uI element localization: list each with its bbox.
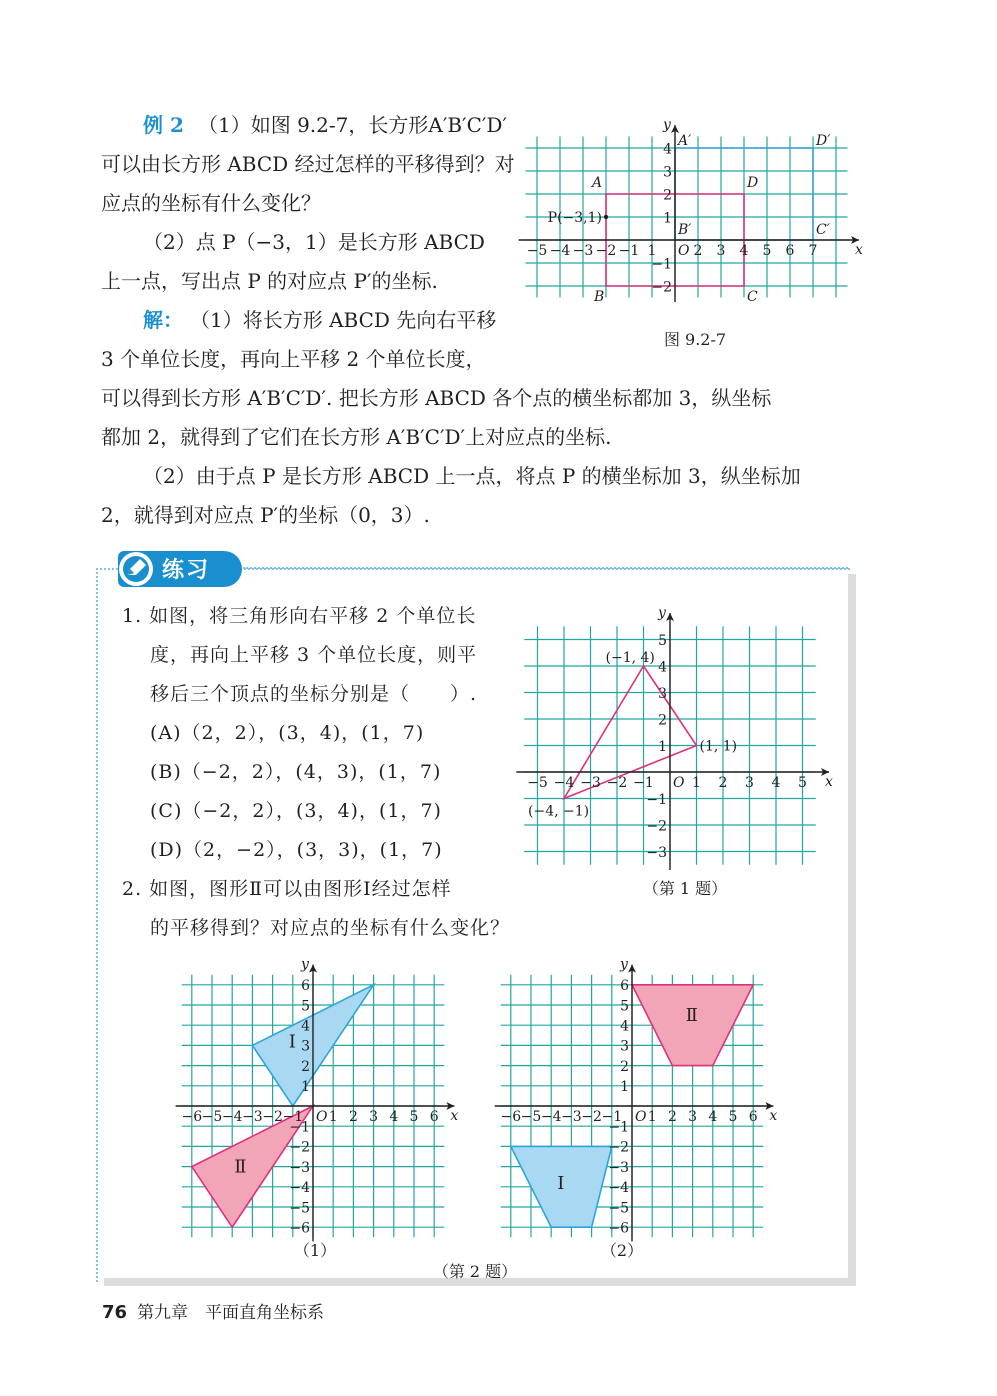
q1-option-c: (C)（−2，2），(3，4)，(1，7) <box>150 800 442 822</box>
x-tick-label: −5 <box>201 1109 223 1125</box>
x-tick-label: 2 <box>718 775 728 791</box>
q1-caption: （第 1 题） <box>642 879 728 898</box>
pencil-icon <box>116 549 156 589</box>
x-axis-label: x <box>450 1108 459 1124</box>
x-tick-label: 2 <box>693 243 703 259</box>
y-tick-label: 4 <box>658 659 667 676</box>
vertex-label-1: (−1, 4) <box>605 650 655 666</box>
chapter-title: 第九章 平面直角坐标系 <box>137 1303 325 1323</box>
y-tick-label: 6 <box>301 978 310 995</box>
label-c-prime: C′ <box>816 222 830 238</box>
q2-fig1-caption: （1） <box>293 1241 337 1260</box>
label-b: B <box>594 289 605 305</box>
x-tick-label: 4 <box>389 1109 399 1125</box>
x-axis-label: x <box>855 242 863 258</box>
example-q1-line1: （1）如图 9.2-7，长方形A′B′C′D′ <box>198 113 508 137</box>
q2-caption: （第 2 题） <box>432 1262 518 1281</box>
q2-fig2-caption: （2） <box>600 1241 644 1260</box>
x-tick-label: 1 <box>328 1109 338 1125</box>
x-tick-label: −3 <box>580 775 601 791</box>
page-footer <box>102 1298 324 1323</box>
x-tick-label: −6 <box>181 1109 203 1125</box>
figure-q1 <box>527 605 835 861</box>
y-tick-label: 3 <box>658 685 667 702</box>
x-tick-label: −5 <box>520 1109 542 1125</box>
exercise-badge <box>118 551 242 587</box>
y-tick-label: 5 <box>658 632 667 649</box>
x-tick-label: 3 <box>745 775 754 791</box>
example-q1-line3: 应点的坐标有什么变化？ <box>101 191 321 215</box>
x-tick-label: 4 <box>771 775 781 791</box>
x-tick-label: 2 <box>667 1109 677 1125</box>
y-tick-label: −1 <box>289 1119 310 1136</box>
x-tick-label: −3 <box>572 243 594 259</box>
y-tick-label: −3 <box>608 1159 629 1176</box>
x-tick-label: 5 <box>728 1109 738 1125</box>
label-a: A <box>592 175 603 191</box>
label-p: P(−3,1) <box>547 210 602 226</box>
example-q2-line2: 上一点，写出点 P 的对应点 P′的坐标. <box>101 269 438 293</box>
x-tick-label: −4 <box>221 1109 243 1125</box>
y-tick-label: −1 <box>651 256 672 273</box>
solution-line1: （1）将长方形 ABCD 先向右平移 <box>190 308 497 332</box>
x-tick-label: −1 <box>618 243 640 259</box>
label-shape-i: Ⅰ <box>288 1031 296 1053</box>
x-tick-label: −3 <box>561 1109 582 1125</box>
y-tick-label: −4 <box>289 1180 310 1197</box>
vertex-label-3: (−4, −1) <box>528 803 590 820</box>
x-tick-label: 5 <box>762 243 772 259</box>
y-tick-label: −2 <box>608 1139 629 1156</box>
origin-label: O <box>678 243 690 259</box>
x-tick-label: −2 <box>581 1109 602 1125</box>
label-a-prime: A′ <box>678 133 692 149</box>
x-tick-label: 3 <box>369 1109 379 1125</box>
solution-line4: 都加 2，就得到了它们在长方形 A′B′C′D′上对应点的坐标. <box>101 425 612 449</box>
label-b-prime: B′ <box>678 222 692 238</box>
figure-9-2-7-caption: 图 9.2-7 <box>663 330 727 349</box>
y-tick-label: 1 <box>620 1079 629 1096</box>
x-tick-label: −5 <box>527 775 548 791</box>
y-axis-label: y <box>658 605 666 621</box>
y-tick-label: −2 <box>289 1139 310 1156</box>
example-q2-line1: （2）点 P（−3，1）是长方形 ABCD <box>143 230 485 254</box>
x-tick-label: −1 <box>282 1109 304 1125</box>
solution-line3: 可以得到长方形 A′B′C′D′. 把长方形 ABCD 各个点的横坐标都加 3，纵坐标 <box>101 386 772 410</box>
x-tick-label: −6 <box>500 1109 522 1125</box>
x-tick-label: 5 <box>409 1109 419 1125</box>
x-tick-label: 3 <box>688 1109 698 1125</box>
x-tick-label: 1 <box>647 1109 657 1125</box>
y-tick-label: 1 <box>658 738 667 755</box>
y-axis-label: y <box>301 956 309 973</box>
x-axis-label: x <box>825 774 833 790</box>
figure-q2-2 <box>495 948 785 1237</box>
x-tick-label: 4 <box>708 1109 718 1125</box>
q1-line3: 移后三个顶点的坐标分别是（ ）. <box>150 683 478 705</box>
q2-line1: 2. 如图，图形Ⅱ可以由图形Ⅰ经过怎样 <box>122 878 452 900</box>
label-c: C <box>747 289 758 305</box>
exercise-badge-label: 练习 <box>162 558 211 583</box>
y-tick-label: −1 <box>608 1119 629 1136</box>
y-tick-label: 4 <box>620 1018 629 1035</box>
q1-line1: 1. 如图，将三角形向右平移 2 个单位长 <box>122 605 477 627</box>
q1-option-b: (B)（−2，2），(4，3)，(1，7) <box>150 761 442 783</box>
x-tick-label: −2 <box>595 243 617 259</box>
y-tick-label: −1 <box>646 791 667 808</box>
label-d-prime: D′ <box>816 133 831 149</box>
y-tick-label: 5 <box>620 998 629 1015</box>
y-axis-label: y <box>620 956 628 973</box>
x-tick-label: −1 <box>601 1109 623 1125</box>
y-tick-label: 2 <box>620 1058 629 1075</box>
page-number: 76 <box>102 1302 128 1323</box>
y-tick-label: 3 <box>620 1038 629 1055</box>
y-tick-label: −6 <box>608 1220 629 1237</box>
x-tick-label: −2 <box>262 1109 283 1125</box>
y-tick-label: −2 <box>651 279 672 296</box>
x-tick-label: −4 <box>540 1109 562 1125</box>
y-tick-label: −3 <box>289 1159 310 1176</box>
y-tick-label: 4 <box>663 141 672 158</box>
y-tick-label: 4 <box>301 1018 310 1035</box>
x-tick-label: 6 <box>748 1109 758 1125</box>
y-tick-label: −5 <box>289 1200 310 1217</box>
y-tick-label: 2 <box>663 187 672 204</box>
y-tick-label: 6 <box>620 978 629 995</box>
y-tick-label: 2 <box>301 1058 310 1075</box>
label-shape-ii: Ⅱ <box>685 1005 698 1027</box>
example-label: 例 2 <box>143 113 184 137</box>
label-shape-ii: Ⅱ <box>234 1156 247 1178</box>
y-tick-label: −5 <box>608 1200 629 1217</box>
solution-line6: 2，就得到对应点 P′的坐标（0，3）. <box>101 503 430 527</box>
x-tick-label: 1 <box>647 243 657 259</box>
y-tick-label: 3 <box>301 1038 310 1055</box>
label-shape-i: Ⅰ <box>557 1172 565 1194</box>
solution-line2: 3 个单位长度，再向上平移 2 个单位长度， <box>101 347 486 371</box>
x-tick-label: −5 <box>526 243 548 259</box>
figure-q2-1 <box>176 948 466 1237</box>
y-tick-label: 2 <box>658 712 667 729</box>
vertex-label-2: (1, 1) <box>699 738 738 755</box>
y-tick-label: 1 <box>301 1079 310 1096</box>
x-tick-label: −1 <box>633 775 654 791</box>
x-tick-label: 2 <box>348 1109 358 1125</box>
y-tick-label: 5 <box>301 998 310 1015</box>
x-tick-label: 6 <box>785 243 795 259</box>
origin-label: O <box>316 1109 328 1125</box>
x-tick-label: 7 <box>808 243 818 259</box>
x-tick-label: 3 <box>716 243 726 259</box>
x-tick-label: 5 <box>798 775 807 791</box>
point-dot <box>604 215 608 219</box>
figure-9-2-7 <box>526 115 863 315</box>
origin-label: O <box>673 775 685 791</box>
label-d: D <box>747 175 759 191</box>
solution-line5: （2）由于点 P 是长方形 ABCD 上一点，将点 P 的横坐标加 3，纵坐标加 <box>143 464 801 488</box>
y-tick-label: 3 <box>663 164 672 181</box>
q1-option-d: (D)（2，−2），(3，3)，(1，7) <box>150 839 443 861</box>
x-tick-label: 4 <box>739 243 749 259</box>
solution-label: 解： <box>143 308 183 332</box>
x-axis-label: x <box>769 1108 778 1124</box>
x-tick-label: 6 <box>429 1109 439 1125</box>
y-tick-label: −6 <box>289 1220 310 1237</box>
x-tick-label: −3 <box>242 1109 263 1125</box>
example-q1-line2: 可以由长方形 ABCD 经过怎样的平移得到？对 <box>101 152 515 176</box>
x-tick-label: −4 <box>549 243 571 259</box>
q1-line2: 度，再向上平移 3 个单位长度，则平 <box>150 644 478 666</box>
y-tick-label: −2 <box>646 818 667 835</box>
y-tick-label: −4 <box>608 1180 629 1197</box>
y-axis-label: y <box>663 117 671 133</box>
x-tick-label: 1 <box>692 775 701 791</box>
exercise-top-rule <box>243 567 848 569</box>
q1-option-a: (A)（2，2），(3，4)，(1，7) <box>150 722 425 744</box>
x-tick-label: −4 <box>553 775 575 791</box>
x-tick-label: −2 <box>606 775 628 791</box>
y-tick-label: −3 <box>646 844 667 861</box>
origin-label: O <box>635 1109 647 1125</box>
y-tick-label: 1 <box>663 210 672 227</box>
q2-line2: 的平移得到？对应点的坐标有什么变化？ <box>150 917 511 939</box>
